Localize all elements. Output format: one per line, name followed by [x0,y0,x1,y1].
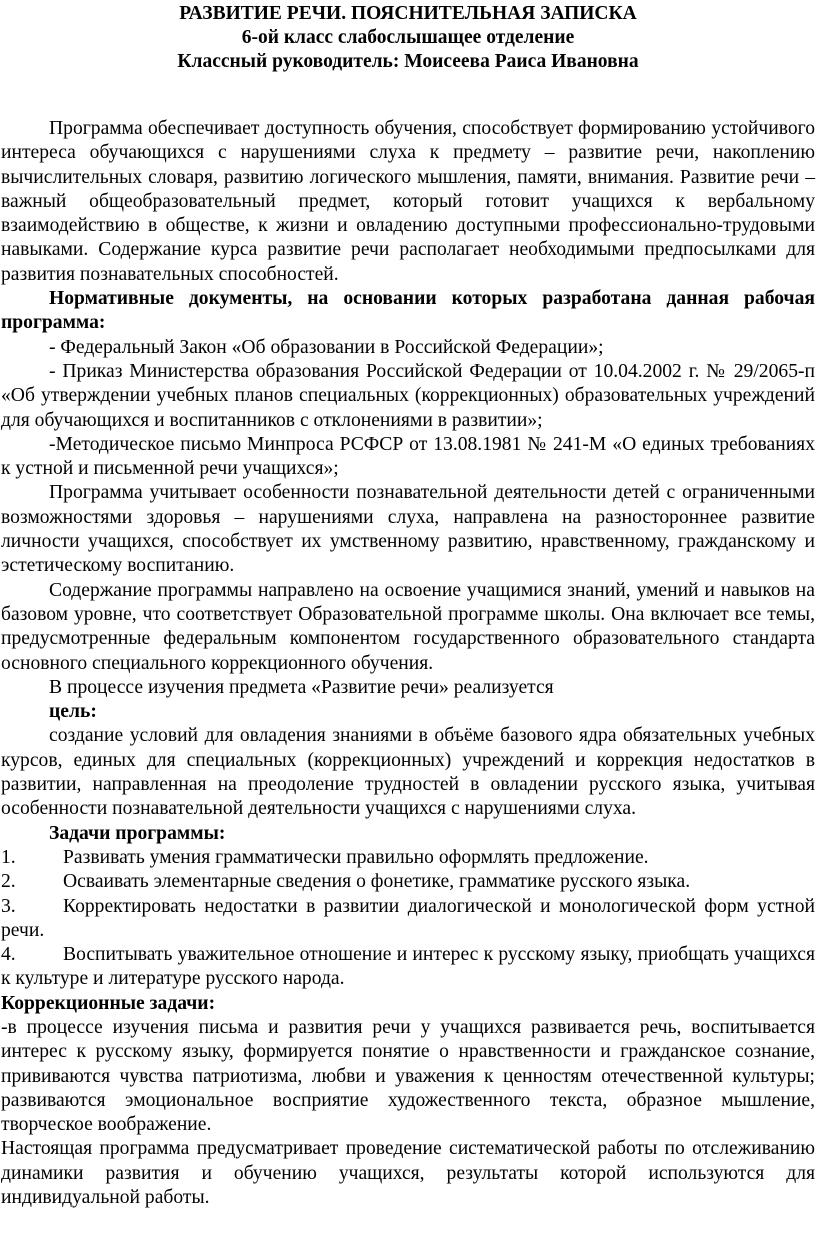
normative-item: -Методическое письмо Минпроса РСФСР от 13.08.1981 № 241-М «О единых требованиях к устной и письменной речи учащихся»; [1,433,815,480]
task-text: Развивать умения грамматически правильно оформлять предложение. [63,846,649,868]
document-title: РАЗВИТИЕ РЕЧИ. ПОЯСНИТЕЛЬНАЯ ЗАПИСКА [179,3,637,24]
task-number: 1. [1,846,16,868]
task-number: 2. [1,871,16,893]
normative-heading: Нормативные документы, на основании которых разработана данная рабочая программа: [1,288,815,334]
task-text: Корректировать недостатки в развитии диалогической и монологической форм устной речи. [1,895,815,941]
normative-item: - Приказ Министерства образования Российской Федерации от 10.04.2002 г. № 29/2065-п «Об утверждении учебных планов специальных (коррекционных) образовательных учреждений для обучающихся и воспитанников с отклонениями в развитии»; [1,360,815,431]
body-paragraph: Программа учитывает особенности познавательной деятельности детей с ограниченными возможностями здоровья – нарушениями слуха, направлена на разностороннее развитие личности учащихся, способствует их умственному развитию, нравственному, гражданскому и эстетическому воспитанию. [1,482,815,577]
document-subtitle: 6-ой класс слабослышащее отделение [241,27,575,48]
body-paragraph: Содержание программы направлено на освоение учащимися знаний, умений и навыков на базовом уровне, что соответствует Образовательной программе школы. Она включает все темы, предусмотренные федеральным компонентом государственного образовательного стандарта основного специального коррекционного обучения. [1,579,815,674]
task-number: 3. [1,895,16,917]
intro-paragraph: Программа обеспечивает доступность обучения, способствует формированию устойчивого интереса обучающихся с нарушениями слуха к предмету – развитие речи, накоплению вычислительных словаря, развитию логического мышления, памяти, внимания. Развитие речи – важный общеобразовательный предмет, который готовит учащихся к вербальному взаимодействию в обществе, к жизни и овладению доступными профессионально-трудовыми навыками. Содержание курса развитие речи располагает необходимыми предпосылками для развития познавательных способностей. [1,118,815,285]
task-item [1,895,815,944]
body-paragraph: В процессе изучения предмета «Развитие речи» реализуется [49,676,554,698]
correction-heading: Коррекционные задачи: [1,992,216,1014]
goal-label: цель: [49,701,97,723]
task-text: Воспитывать уважительное отношение и интерес к русскому языку, приобщать учащихся к культуре и литературе русского народа. [1,944,815,990]
task-item [1,943,815,992]
tasks-heading: Задачи программы: [49,822,226,844]
task-number: 4. [1,944,16,966]
task-item [1,870,815,894]
closing-paragraph: Настоящая программа предусматривает проведение систематической работы по отслеживанию динамики развития и обучению учащихся, результаты которой используются для индивидуальной работы. [1,1138,815,1209]
goal-text: создание условий для овладения знаниями в объёме базового ядра обязательных учебных курсов, единых для специальных (коррекционных) учреждений и коррекция недостатков в развитии, направленная на преодоление трудностей в овладении русского языка, учитывая особенности познавательной деятельности учащихся с нарушениями слуха. [1,725,815,820]
task-text: Осваивать элементарные сведения о фонетике, грамматике русского языка. [63,871,691,893]
normative-item: - Федеральный Закон «Об образовании в Российской Федерации»; [49,336,604,358]
task-item [1,846,815,870]
document-header [0,2,816,74]
document-body [1,117,815,1210]
document-teacher: Классный руководитель: Моисеева Раиса Ивановна [177,51,639,72]
correction-text: -в процессе изучения письма и развития речи у учащихся развивается речь, воспитывается интерес к русскому языку, формируется понятие о нравственности и гражданское сознание, прививаются чувства патриотизма, любви и уважения к ценностям отечественной культуры; развиваются эмоциональное восприятие художественного текста, образное мышление, творческое воображение. [1,1016,815,1136]
